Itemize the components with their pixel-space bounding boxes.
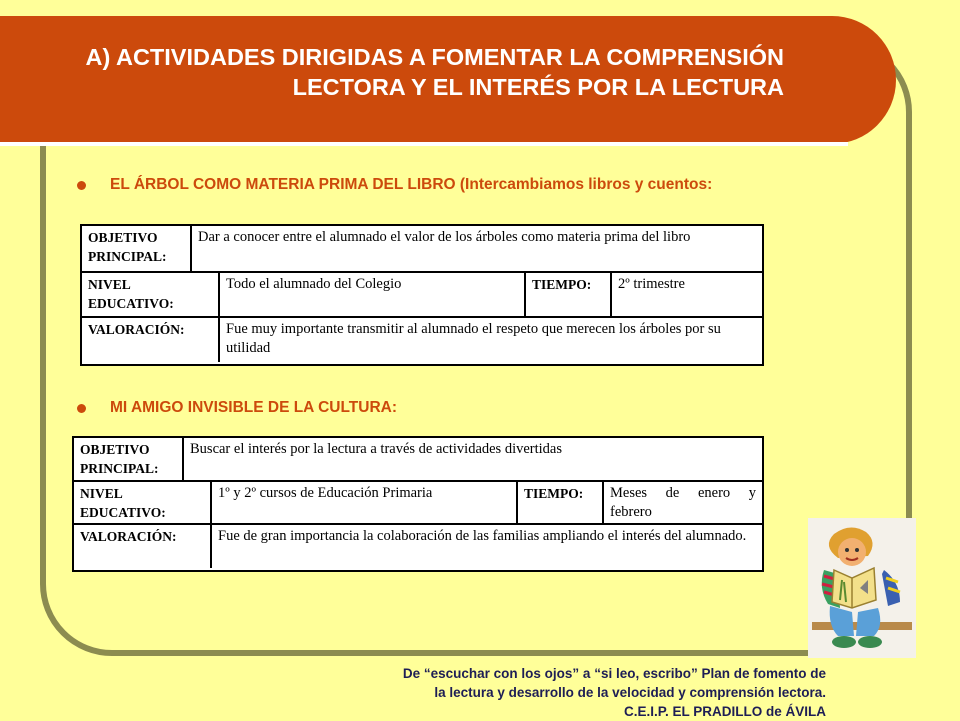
tiempo-label: TIEMPO: (518, 482, 604, 523)
title-line-1: A) ACTIVIDADES DIRIGIDAS A FOMENTAR LA COMPRENSIÓN (85, 44, 784, 70)
footer-line-2: la lectura y desarrollo de la velocidad y comprensión lectora. (434, 685, 826, 700)
table-row (74, 482, 762, 525)
footer-credit (266, 664, 826, 721)
nivel-label: NIVEL EDUCATIVO: (82, 273, 220, 316)
tiempo-label: TIEMPO: (526, 273, 612, 316)
title-line-2: LECTORA Y EL INTERÉS POR LA LECTURA (292, 74, 784, 100)
valoracion-label: VALORACIÓN: (74, 525, 212, 568)
child-reading-book-picture (808, 518, 916, 658)
valoracion-value: Fue muy importante transmitir al alumnado el respeto que merecen los árboles por su utilidad (226, 321, 721, 356)
table-row (82, 273, 762, 318)
footer-line-1: De “escuchar con los ojos” a “si leo, escribo” Plan de fomento de (402, 666, 826, 681)
nivel-label: NIVEL EDUCATIVO: (74, 482, 212, 523)
objetivo-value: Buscar el interés por la lectura a través de actividades divertidas (190, 441, 563, 457)
title-banner (0, 16, 896, 144)
valoracion-value: Fue de gran importancia la colaboración de las familias ampliando el interés del alumnado. (218, 528, 747, 544)
nivel-value: 1º y 2º cursos de Educación Primaria (212, 482, 518, 523)
activity-1-table (80, 224, 764, 366)
child-reading-illustration (808, 518, 916, 658)
activity-1-heading: EL ÁRBOL COMO MATERIA PRIMA DEL LIBRO (Intercambiamos libros y cuentos: (110, 175, 770, 195)
title-underline (0, 142, 848, 146)
table-row (74, 525, 762, 568)
objetivo-value: Dar a conocer entre el alumnado el valor de los árboles como materia prima del libro (198, 229, 691, 245)
objetivo-label: OBJETIVO PRINCIPAL: (82, 226, 192, 271)
valoracion-label: VALORACIÓN: (82, 318, 220, 362)
objetivo-label: OBJETIVO PRINCIPAL: (74, 438, 184, 480)
tiempo-value: Meses de enero y febrero (610, 485, 756, 520)
table-row (74, 438, 762, 482)
tiempo-value: 2º trimestre (618, 276, 685, 292)
table-row (82, 226, 762, 273)
activity-2-heading: MI AMIGO INVISIBLE DE LA CULTURA: (110, 398, 770, 418)
activity-2-table (72, 436, 764, 572)
footer-line-3: C.E.I.P. EL PRADILLO de ÁVILA (623, 704, 826, 719)
table-row (82, 318, 762, 362)
nivel-value: Todo el alumnado del Colegio (220, 273, 526, 316)
slide-title (0, 42, 784, 102)
